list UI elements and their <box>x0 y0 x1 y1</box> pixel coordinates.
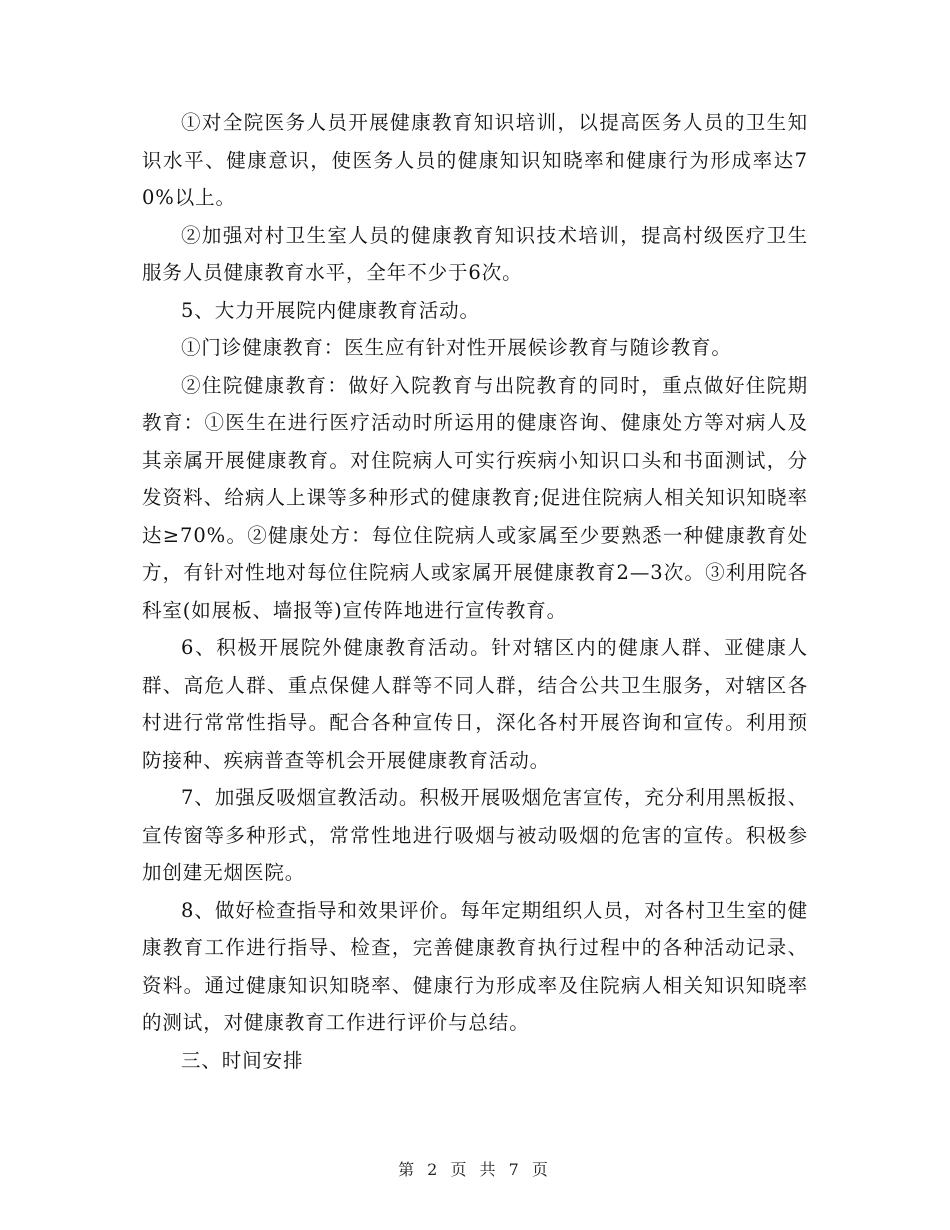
paragraph-village-training: ②加强对村卫生室人员的健康教育知识技术培训，提高村级医疗卫生服务人员健康教育水平，全年不少于6次。 <box>142 223 808 284</box>
paragraph-staff-training: ①对全院医务人员开展健康教育知识培训，以提高医务人员的卫生知识水平、健康意识，使医务人员的健康知识知晓率和健康行为形成率达70%以上。 <box>142 111 808 209</box>
paragraph-anti-smoking: 7、加强反吸烟宣教活动。积极开展吸烟危害宣传，充分利用黑板报、宣传窗等多种形式，常常性地进行吸烟与被动吸烟的危害的宣传。积极参加创建无烟医院。 <box>142 786 808 884</box>
paragraph-inpatient-education: ②住院健康教育：做好入院教育与出院教育的同时，重点做好住院期教育：①医生在进行医疗活动时所运用的健康咨询、健康处方等对病人及其亲属开展健康教育。对住院病人可实行疾病小知识口头和书面测试，分发资料、给病人上课等多种形式的健康教育;促进住院病人相关知识知晓率达≥70%。②健康处方：每位住院病人或家属至少要熟悉一种健康教育处方，有针对性地对每位住院病人或家属开展健康教育2—3次。③利用院各科室(如展板、墙报等)宣传阵地进行宣传教育。 <box>142 373 808 622</box>
paragraph-outpatient-education: ①门诊健康教育：医生应有针对性开展候诊教育与随诊教育。 <box>181 336 732 359</box>
paragraph-evaluation: 8、做好检查指导和效果评价。每年定期组织人员，对各村卫生室的健康教育工作进行指导、检查，完善健康教育执行过程中的各种活动记录、资料。通过健康知识知晓率、健康行为形成率及住院病人相关知识知晓率的测试，对健康教育工作进行评价与总结。 <box>142 898 808 1034</box>
paragraph-inhospital-heading: 5、大力开展院内健康教育活动。 <box>181 298 480 322</box>
page-number-footer: 第 2 页 共 7 页 <box>398 1160 552 1179</box>
paragraph-outside-education: 6、积极开展院外健康教育活动。针对辖区内的健康人群、亚健康人群、高危人群、重点保健人群等不同人群，结合公共卫生服务，对辖区各村进行常常性指导。配合各种宣传日，深化各村开展咨询和宣传。利用预防接种、疾病普查等机会开展健康教育活动。 <box>142 636 808 772</box>
document-body <box>142 104 808 1079</box>
section-heading-schedule: 三、时间安排 <box>181 1048 304 1072</box>
